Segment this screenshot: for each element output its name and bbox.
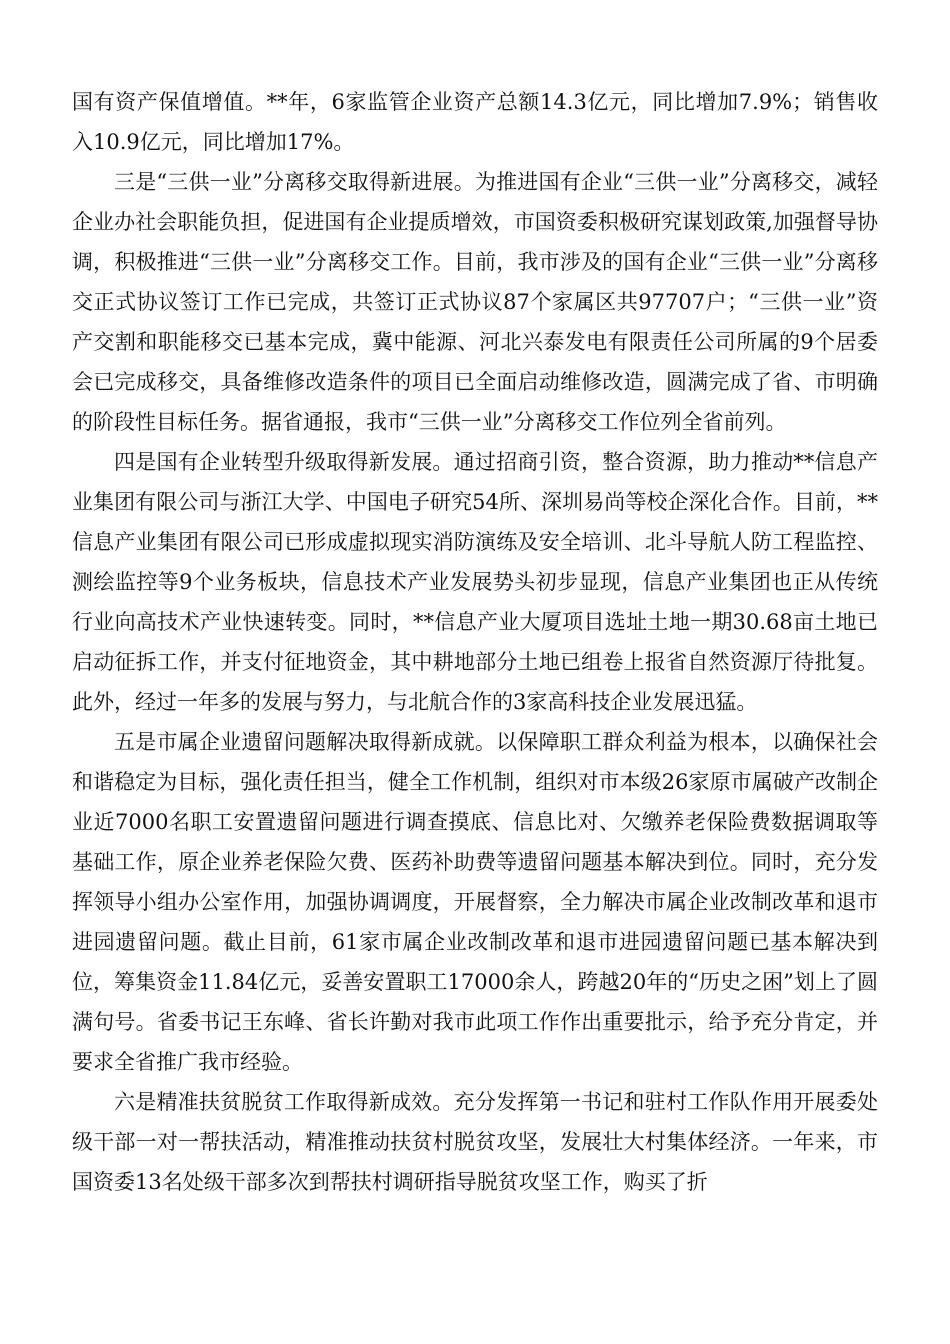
paragraph-transformation: 四是国有企业转型升级取得新发展。通过招商引资，整合资源，助力推动**信息产业集团有限公司与浙江大学、中国电子研究54所、深圳易尚等校企深化合作。目前，**信息产业集团有限公司已形成虚拟现实消防演练及安全培训、北斗导航人防工程监控、测绘监控等9个业务板块，信息技术产业发展势头初步显现，信息产业集团也正从传统行业向高技术产业快速转变。同时，**信息产业大厦项目选址土地一期30.68亩土地已启动征拆工作，并支付征地资金，其中耕地部分土地已组卷上报省自然资源厅待批复。此外，经过一年多的发展与努力，与北航合作的3家高科技企业发展迅猛。 [72,450,878,714]
paragraph-poverty-alleviation: 六是精准扶贫脱贫工作取得新成效。充分发挥第一书记和驻村工作队作用开展委处级干部一对一帮扶活动，精准推动扶贫村脱贫攻坚，发展壮大村集体经济。一年来，市国资委13名处级干部多次到帮扶村调研指导脱贫攻坚工作，购买了折 [72,1090,878,1194]
paragraph-three-supplies: 三是“三供一业”分离移交取得新进展。为推进国有企业“三供一业”分离移交，减轻企业办社会职能负担，促进国有企业提质增效，市国资委积极研究谋划政策,加强督导协调，积极推进“三供一业”分离移交工作。目前，我市涉及的国有企业“三供一业”分离移交正式协议签订工作已完成，共签订正式协议87个家属区共97707户；“三供一业”资产交割和职能移交已基本完成，冀中能源、河北兴泰发电有限责任公司所属的9个居委会已完成移交，具备维修改造条件的项目已全面启动维修改造，圆满完成了省、市明确的阶段性目标任务。据省通报，我市“三供一业”分离移交工作位列全省前列。 [72,170,878,434]
paragraph-legacy-issues: 五是市属企业遗留问题解决取得新成就。以保障职工群众利益为根本，以确保社会和谐稳定为目标，强化责任担当，健全工作机制，组织对市本级26家原市属破产改制企业近7000名职工安置遗留问题进行调查摸底、信息比对、欠缴养老保险费数据调取等基础工作，原企业养老保险欠费、医药补助费等遗留问题基本解决到位。同时，充分发挥领导小组办公室作用，加强协调调度，开展督察，全力解决市属企业改制改革和退市进园遗留问题。截止目前，61家市属企业改制改革和退市进园遗留问题已基本解决到位，筹集资金11.84亿元，妥善安置职工17000余人，跨越20年的“历史之困”划上了圆满句号。省委书记王东峰、省长许勤对我市此项工作作出重要批示，给予充分肯定，并要求全省推广我市经验。 [72,730,878,1074]
paragraph-asset-growth: 国有资产保值增值。**年，6家监管企业资产总额14.3亿元，同比增加7.9%；销售收入10.9亿元，同比增加17%。 [72,90,878,154]
document-page [72,82,878,1202]
